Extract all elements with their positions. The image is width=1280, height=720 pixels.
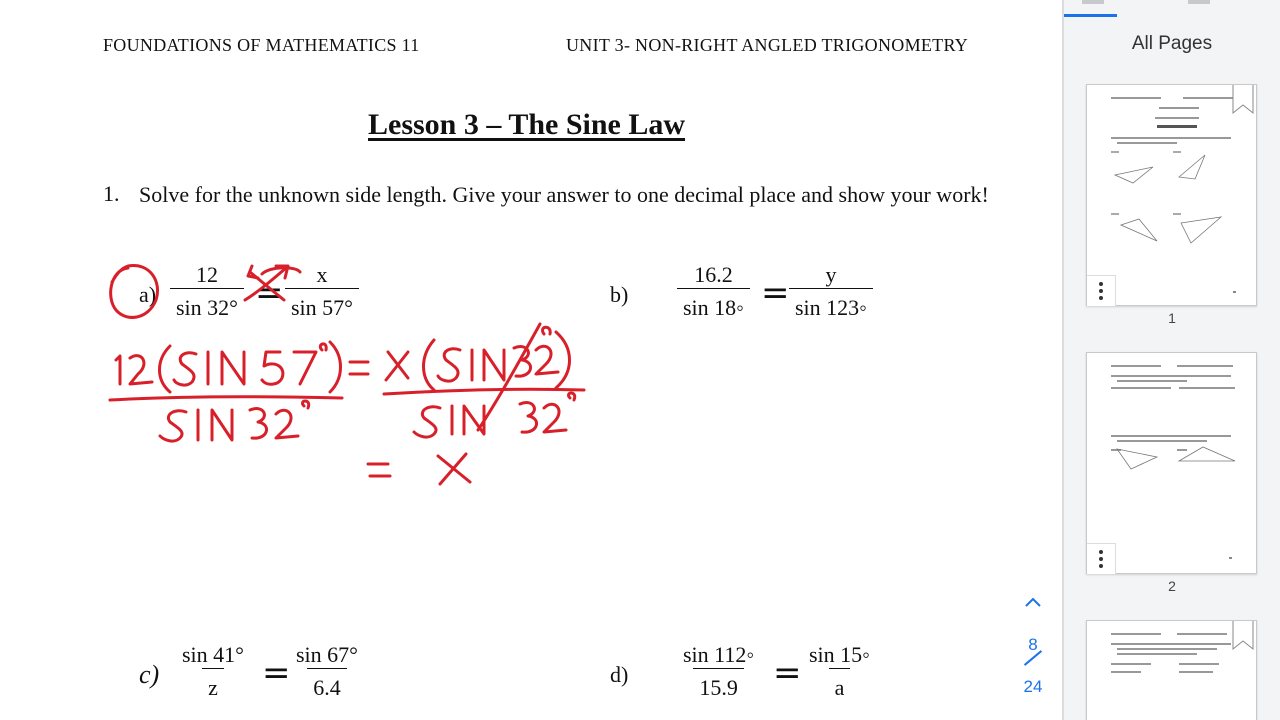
kebab-dot [1099,282,1103,286]
chevron-up-icon [1024,596,1042,608]
numerator: x [316,262,328,287]
sidebar-tab-other[interactable] [1188,0,1210,4]
denominator: sin 18◦ [677,288,750,321]
equals-sign: = [761,273,790,313]
hw-digit-2 [536,346,558,374]
kebab-dot [1099,564,1103,568]
numerator: sin 67° [296,642,358,667]
arrow-head [248,266,258,278]
header-right: UNIT 3- NON-RIGHT ANGLED TRIGONOMETRY [566,35,969,55]
hw-paren [424,340,435,390]
denominator: z [202,668,224,701]
hw-digit-5 [262,352,283,384]
hw-letter-x [386,352,408,380]
hw-digit-3 [250,409,267,439]
sidebar-tab-pages[interactable] [1082,0,1104,4]
hw-letter-x [438,454,470,484]
hw-letter-s [160,411,186,441]
hw-letter-s [414,407,440,437]
hw-letter-s [174,353,196,385]
total-pages: 24 [1023,677,1043,696]
question-text: Solve for the unknown side length. Give your answer to one decimal place and show your work! [139,182,989,207]
page-up-button[interactable] [1020,592,1046,612]
active-tab-indicator [1064,14,1117,17]
hw-degree [542,327,550,334]
problem-d-label: d) [610,662,629,687]
circle-mark [111,265,158,317]
hw-digit-1 [116,356,120,384]
hw-letter-n [222,352,244,384]
hw-letter-n [464,406,484,434]
page-thumbnail-2[interactable] [1086,352,1257,574]
equals-sign: = [262,653,291,693]
hw-equals [368,464,390,476]
denominator: sin 57° [285,288,359,321]
denominator: sin 32° [170,288,244,321]
hw-digit-2 [276,410,298,438]
hw-fraction-bar [110,397,342,400]
thumbnail-content [1087,353,1256,573]
hw-digit-3 [520,403,537,433]
current-page-number[interactable]: 8 [1028,635,1038,654]
question-number: 1. [103,181,120,206]
kebab-dot [1099,550,1103,554]
numerator: 16.2 [694,262,733,287]
header-left: FOUNDATIONS OF MATHEMATICS 11 [103,35,420,55]
hw-digit-2 [544,404,566,432]
hw-degree [568,393,574,400]
kebab-dot [1099,296,1103,300]
hw-digit-3 [514,347,531,377]
hw-degree [320,344,326,350]
problem-a-label: a) [139,282,157,307]
hw-letter-n [212,410,232,440]
kebab-dot [1099,289,1103,293]
thumbnail-content [1087,85,1256,305]
page-number-1: 1 [1168,310,1176,326]
kebab-dot [1099,557,1103,561]
problem-b-label: b) [610,282,629,307]
lesson-title: Lesson 3 – The Sine Law [368,108,686,141]
denominator: 6.4 [307,668,347,701]
page-thumbnail-1[interactable] [1086,84,1257,306]
sidebar-title: All Pages [1131,33,1213,54]
hw-letter-s [438,349,460,381]
denominator: a [829,668,851,701]
page-thumbnail-3[interactable] [1086,620,1257,720]
numerator: 12 [195,262,218,287]
hw-digit-7 [294,352,316,384]
sidebar-tab-bar [1064,0,1280,16]
hw-letter-n [484,350,504,380]
hw-degree [302,401,308,408]
hw-paren [556,332,570,388]
hw-fraction-bar [384,389,584,394]
hw-paren [330,342,341,392]
pages-sidebar [1064,0,1280,720]
page-number-2: 2 [1168,578,1176,594]
problem-c-label: c) [139,660,160,689]
thumbnail-menu-button[interactable] [1087,543,1116,574]
thumbnail-content [1087,621,1256,720]
thumbnail-menu-button[interactable] [1087,275,1116,306]
denominator: sin 123◦ [789,288,873,321]
denominator: 15.9 [693,668,744,701]
equals-sign: = [255,273,284,313]
numerator: y [825,262,837,287]
numerator: sin 15◦ [809,642,870,667]
equals-sign: = [773,653,802,693]
hw-paren [160,346,171,392]
hw-equals [350,362,368,374]
numerator: sin 112◦ [683,642,755,667]
numerator: sin 41° [182,642,244,667]
hw-digit-2 [130,356,152,384]
